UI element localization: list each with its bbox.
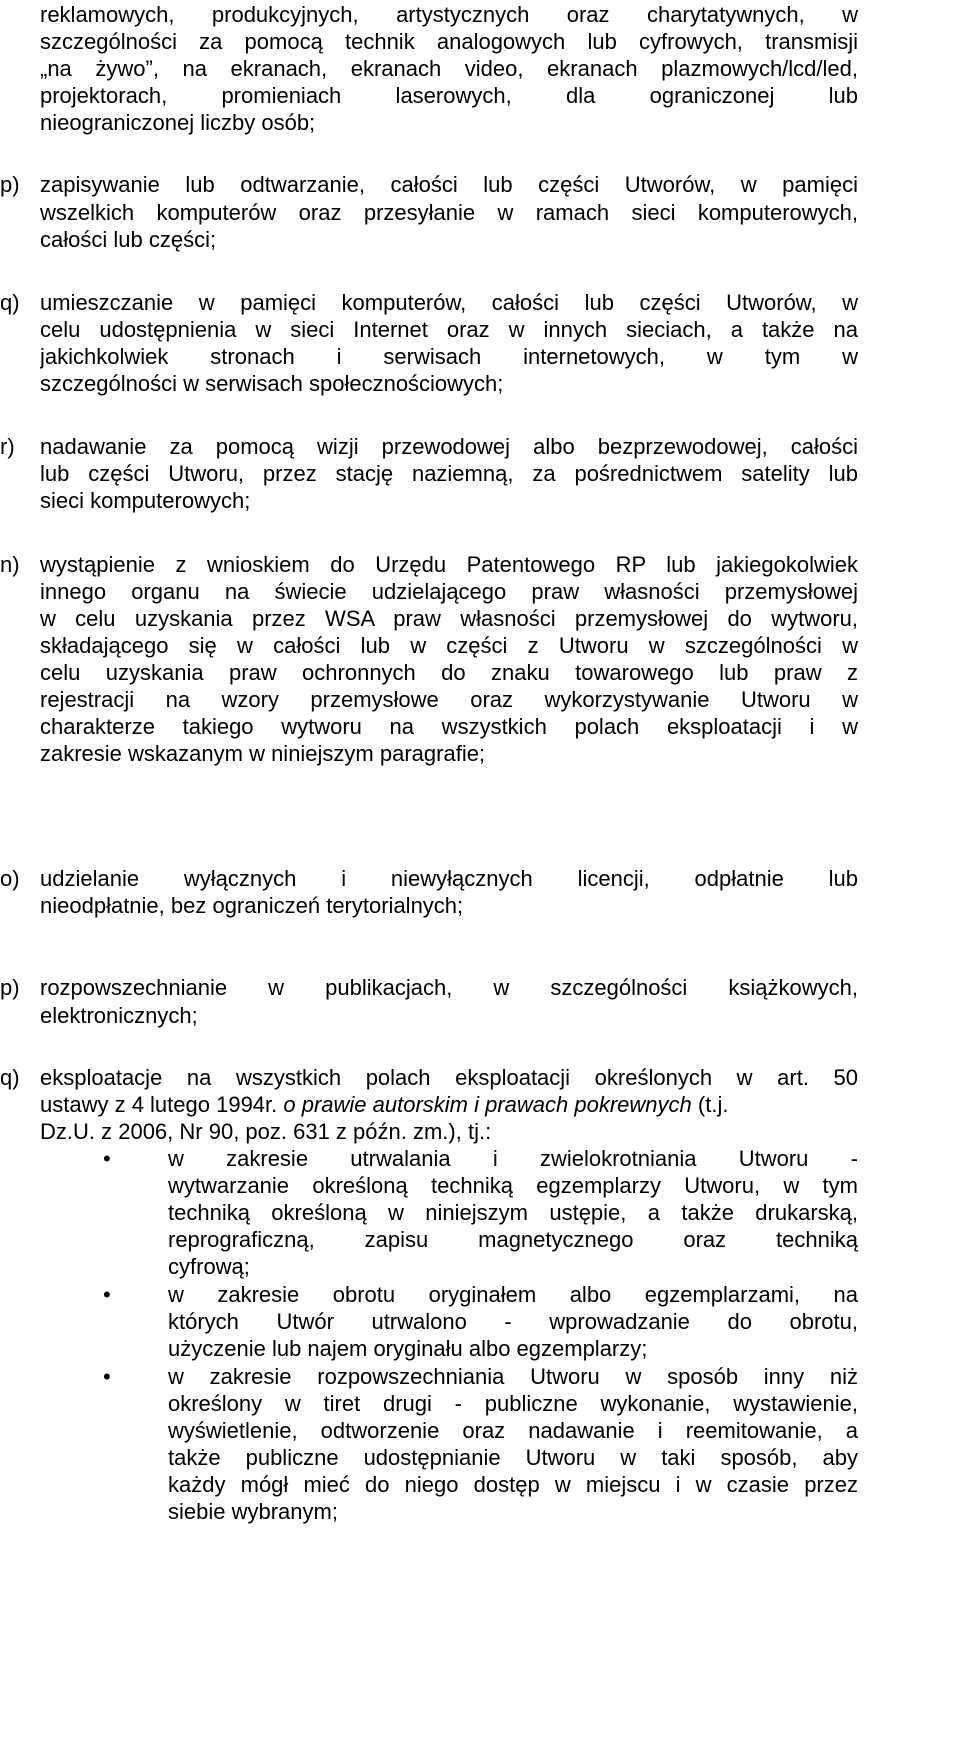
text-line [0,1171,960,1201]
line-text: reprograficzną, zapisu magnetycznego oraz techniką [168,1227,858,1252]
text-line [0,685,960,715]
text-line [0,550,960,580]
line-text-part: ustawy z 4 lutego 1994r. [40,1092,284,1117]
item-marker: n) [0,552,20,577]
text-line [0,342,960,372]
line-text: zapisywanie lub odtwarzanie, całości lub części Utworów, w pamięci [40,172,858,197]
item-marker: o) [0,866,20,891]
text-line [0,577,960,607]
line-text: cyfrową; [168,1254,250,1279]
line-text: jakichkolwiek stronach i serwisach internetowych, w tym w [40,344,858,369]
text-line [0,432,960,462]
line-text: wystąpienie z wnioskiem do Urzędu Patentowego RP lub jakiegokolwiek [40,552,858,577]
line-text: eksploatacje na wszystkich polach eksploatacji określonych w art. 50 [40,1065,858,1090]
line-text: których Utwór utrwalono - wprowadzanie do obrotu, [168,1309,858,1334]
text-line [0,170,960,200]
line-text: reklamowych, produkcyjnych, artystycznych oraz charytatywnych, w [40,2,858,27]
text-line [0,712,960,742]
line-text: określony w tiret drugi - publiczne wykonanie, wystawienie, [168,1391,858,1416]
bullet-icon: • [103,1364,111,1389]
text-line [0,1090,960,1120]
item-marker: q) [0,1065,20,1090]
text-line [0,27,960,57]
line-text: celu uzyskania praw ochronnych do znaku towarowego lub praw z [40,660,858,685]
line-text: wyświetlenie, odtworzenie oraz nadawanie i reemitowanie, a [168,1418,858,1443]
text-line [0,1443,960,1473]
bullet-icon: • [103,1146,111,1171]
line-text-part: (t.j. [691,1092,729,1117]
line-text: Dz.U. z 2006, Nr 90, poz. 631 z późn. zm.), tj.: [40,1119,492,1144]
text-line [0,54,960,84]
text-line [0,973,960,1003]
text-line [0,1063,960,1093]
line-text: składającego się w całości lub w części z Utworu w szczególności w [40,633,858,658]
text-line [0,864,960,894]
bullet-icon: • [103,1282,111,1307]
line-text: nieodpłatnie, bez ograniczeń terytorialnych; [40,893,464,918]
line-text: elektronicznych; [40,1003,198,1028]
text-line [0,1307,960,1337]
line-text: siebie wybranym; [168,1499,338,1524]
text-line [0,891,960,921]
text-line [0,486,960,516]
line-text: celu udostępnienia w sieci Internet oraz w innych sieciach, a także na [40,317,858,342]
line-text: użyczenie lub najem oryginału albo egzemplarzy; [168,1336,648,1361]
text-line [0,1334,960,1364]
text-line [0,369,960,399]
line-text: w zakresie obrotu oryginałem albo egzemplarzami, na [168,1282,858,1307]
item-marker: q) [0,290,20,315]
text-line [0,225,960,255]
text-line [0,459,960,489]
line-text: wytwarzanie określoną techniką egzemplarzy Utworu, w tym [168,1173,858,1198]
text-line [0,1198,960,1228]
line-text: udzielanie wyłącznych i niewyłącznych licencji, odpłatnie lub [40,866,858,891]
text-line [0,288,960,318]
line-text: w zakresie utrwalania i zwielokrotniania Utworu - [168,1146,858,1171]
text-line [0,1225,960,1255]
line-text: umieszczanie w pamięci komputerów, całości lub części Utworów, w [40,290,858,315]
text-line [0,1144,960,1174]
line-text: całości lub części; [40,227,217,252]
text-line [0,739,960,769]
line-text: rejestracji na wzory przemysłowe oraz wykorzystywanie Utworu w [40,687,858,712]
line-text: innego organu na świecie udzielającego praw własności przemysłowej [40,579,858,604]
text-line [0,1470,960,1500]
text-line [0,81,960,111]
line-text [40,1090,728,1120]
text-line [0,1280,960,1310]
text-line [0,658,960,688]
line-text: w celu uzyskania przez WSA praw własności przemysłowej do wytworu, [40,606,858,631]
line-text: rozpowszechnianie w publikacjach, w szczególności książkowych, [40,975,858,1000]
line-text: także publiczne udostępnianie Utworu w taki sposób, aby [168,1445,858,1470]
item-marker: p) [0,975,20,1000]
text-line [0,1389,960,1419]
line-text: nadawanie za pomocą wizji przewodowej albo bezprzewodowej, całości [40,434,858,459]
text-line [0,1497,960,1527]
text-line [0,315,960,345]
line-text: zakresie wskazanym w niniejszym paragrafie; [40,741,486,766]
text-line [0,1001,960,1031]
line-text: projektorach, promieniach laserowych, dla ograniczonej lub [40,83,858,108]
line-text: „na żywo”, na ekranach, ekranach video, ekranach plazmowych/lcd/led, [40,56,858,81]
item-marker: p) [0,172,20,197]
text-line [0,1252,960,1282]
line-text: sieci komputerowych; [40,488,251,513]
statute-title: o prawie autorskim i prawach pokrewnych [283,1092,692,1117]
line-text: szczególności w serwisach społecznościowych; [40,371,504,396]
text-line [0,1117,960,1147]
text-line [0,631,960,661]
text-line [0,0,960,30]
line-text: każdy mógł mieć do niego dostęp w miejscu i w czasie przez [168,1472,858,1497]
line-text: nieograniczonej liczby osób; [40,110,316,135]
text-line [0,1416,960,1446]
line-text: wszelkich komputerów oraz przesyłanie w ramach sieci komputerowych, [40,200,858,225]
text-line [0,108,960,138]
text-line [0,1362,960,1392]
line-text: techniką określoną w niniejszym ustępie, a także drukarską, [168,1200,858,1225]
line-text: szczególności za pomocą technik analogowych lub cyfrowych, transmisji [40,29,858,54]
line-text: w zakresie rozpowszechniania Utworu w sposób inny niż [168,1364,858,1389]
text-line [0,198,960,228]
line-text: lub części Utworu, przez stację naziemną, za pośrednictwem satelity lub [40,461,858,486]
line-text: charakterze takiego wytworu na wszystkich polach eksploatacji i w [40,714,858,739]
text-line [0,604,960,634]
item-marker: r) [0,434,15,459]
